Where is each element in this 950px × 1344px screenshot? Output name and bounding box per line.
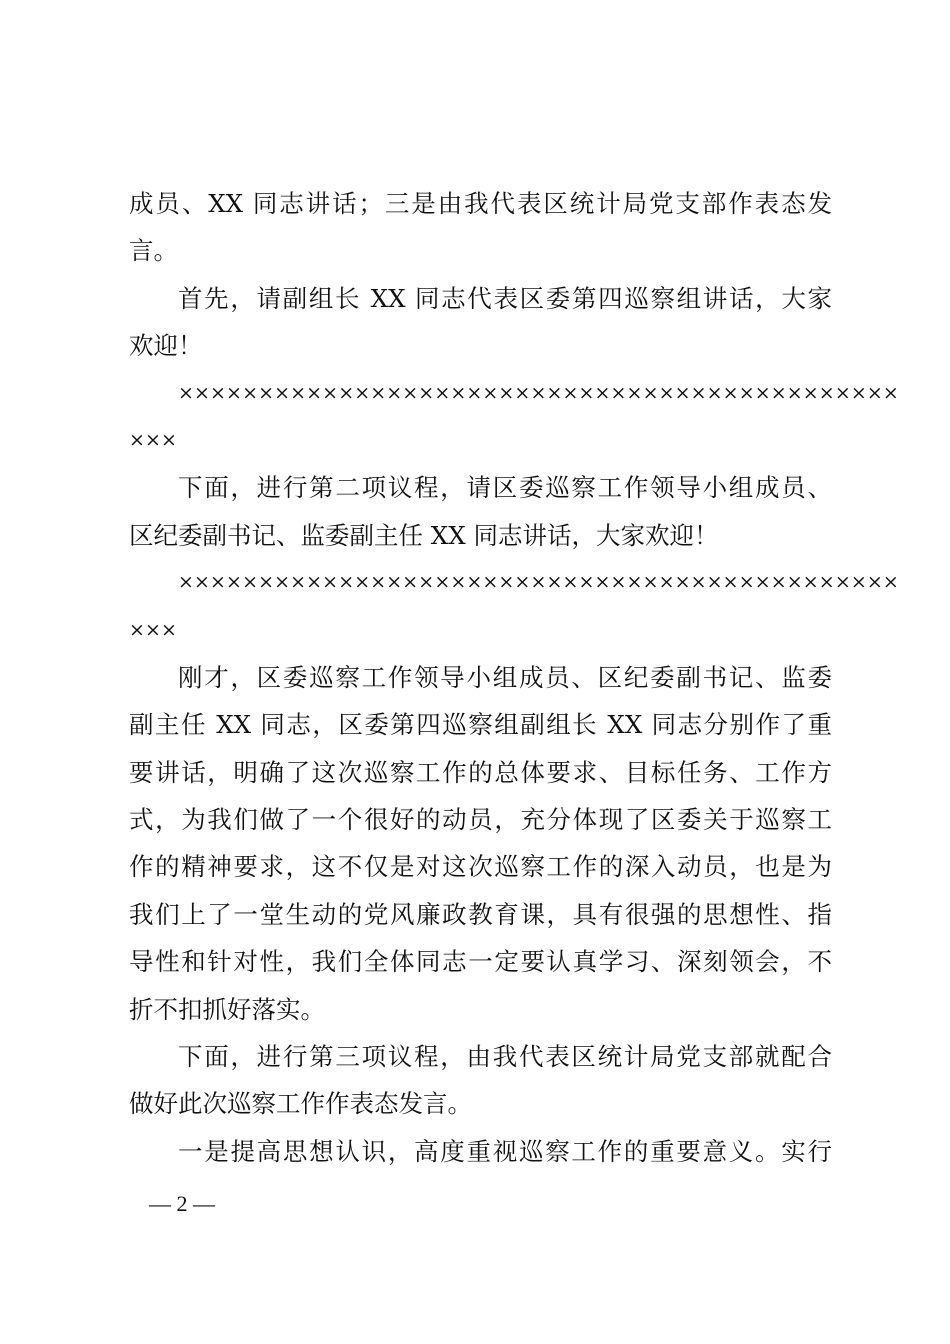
text-line: 成员、XX 同志讲话；三是由我代表区统计局党支部作表态发: [129, 189, 832, 218]
text-line: 折不扣抓好落实。: [129, 994, 325, 1024]
placeholder-line: ×××: [129, 428, 178, 451]
text-line: 言。: [129, 236, 178, 266]
body-text: [129, 180, 899, 1175]
text-line: 一是提高思想认识，高度重视巡察工作的重要意义。实行: [178, 1136, 832, 1166]
text-line: 首先，请副组长 XX 同志代表区委第四巡察组讲话，大家: [178, 283, 832, 313]
text-line: 式，为我们做了一个很好的动员，充分体现了区委关于巡察工: [129, 805, 832, 835]
text-line: 导性和针对性，我们全体同志一定要认真学习、深刻领会，不: [129, 947, 832, 977]
page-number: — 2 —: [149, 1191, 215, 1216]
text-line: 下面，进行第三项议程，由我代表区统计局党支部就配合: [178, 1042, 832, 1072]
placeholder-line: ×××××××××××××××××××××××××××××××××××××××××××××: [178, 571, 899, 594]
text-line: 我们上了一堂生动的党风廉政教育课，具有很强的思想性、指: [129, 899, 832, 929]
text-line: 欢迎！: [129, 331, 203, 361]
text-line: 做好此次巡察工作作表态发言。: [129, 1089, 472, 1119]
text-line: 要讲话，明确了这次巡察工作的总体要求、目标任务、工作方: [129, 757, 832, 787]
text-line: 副主任 XX 同志，区委第四巡察组副组长 XX 同志分别作了重: [129, 710, 832, 740]
text-line: 作的精神要求，这不仅是对这次巡察工作的深入动员，也是为: [129, 852, 832, 882]
placeholder-line: ×××××××××××××××××××××××××××××××××××××××××××××: [178, 381, 899, 404]
text-line: 刚才，区委巡察工作领导小组成员、区纪委副书记、监委: [178, 662, 832, 692]
placeholder-line: ×××: [129, 618, 178, 641]
text-line: 下面，进行第二项议程，请区委巡察工作领导小组成员、: [178, 473, 832, 503]
text-line: 区纪委副书记、监委副主任 XX 同志讲话，大家欢迎！: [129, 520, 719, 550]
